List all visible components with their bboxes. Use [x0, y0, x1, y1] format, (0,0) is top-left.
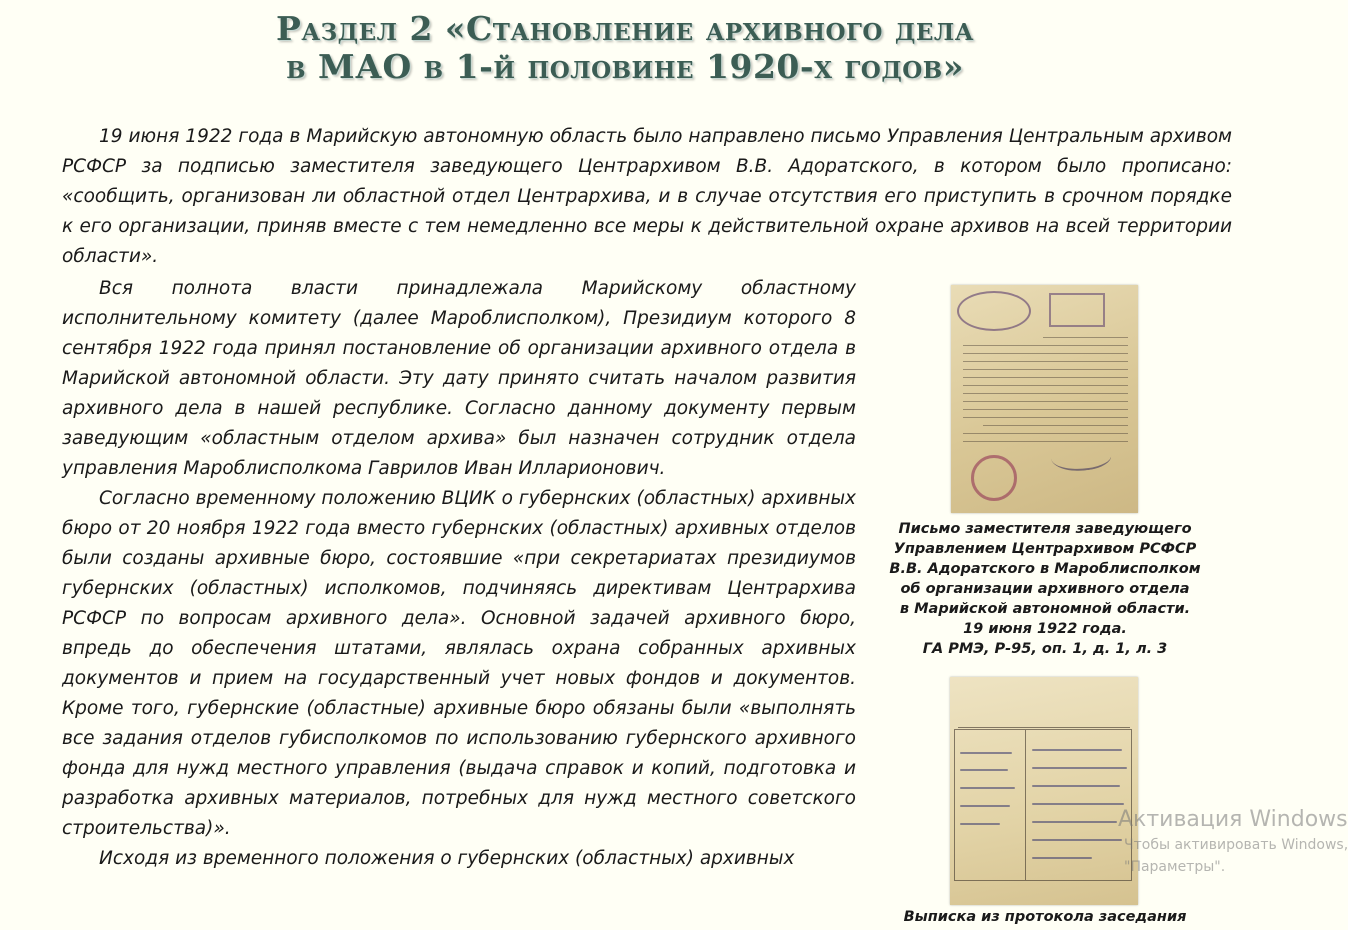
watermark-line: Чтобы активировать Windows, — [1124, 837, 1348, 853]
handwriting-stroke — [1032, 803, 1124, 805]
letter-caption — [880, 519, 1210, 659]
handwriting-stroke — [960, 787, 1015, 789]
caption-line: 19 июня 1922 года. — [963, 621, 1127, 637]
paragraph-archive-bureau: Согласно временному положению ВЦИК о губернских (областных) архивных бюро от 20 ноября 1922 года вместо губернских (областных) архивных отделов были созданы архивные бюро, состоявшие «при секретариатах президиумов губернских (областных) исполкомов, подчиняясь директивам Центрархива РСФСР по вопросам архивного дела». Основной задачей архивного бюро, впредь до обеспечения штатами, являлась охрана собранных архивных документов и прием на государственный учет новых фондов и документов. Кроме того, губернские (областные) архивные бюро обязаны были «выполнять все задания отделов губисполкомов по использованию губернского архивного фонда для нужд местного управления (выдача справок и копий, подготовка и разработка архивных материалов, потребных для нужд местного советского строительства)». — [62, 488, 856, 839]
handwriting-stroke — [1032, 821, 1117, 823]
caption-line: в Марийской автономной области. — [899, 601, 1191, 617]
handwriting-stroke — [1032, 767, 1127, 769]
caption-line: Письмо заместителя заведующего — [898, 521, 1192, 537]
caption-line: В.В. Адоратского в Мароблисполком — [889, 561, 1201, 577]
handwriting-stroke — [960, 823, 1000, 825]
handwriting-stroke — [960, 769, 1008, 771]
letter-text-lines — [963, 337, 1128, 449]
round-seal — [971, 455, 1017, 501]
letter-document-image[interactable] — [951, 285, 1138, 513]
windows-activation-watermark — [1118, 806, 1348, 878]
page-title — [0, 10, 1250, 86]
page-title-line-1: Раздел 2 «Становление архивного дела — [276, 9, 974, 48]
paragraph-provisional-regulation: Исходя из временного положения о губернских (областных) архивных — [99, 848, 795, 869]
protocol-extract-image[interactable] — [950, 677, 1138, 905]
handwriting-stroke — [960, 805, 1010, 807]
page-title-line-2: в МАО в 1-й половине 1920-х годов» — [286, 47, 964, 86]
registration-stamp — [1049, 293, 1105, 327]
protocol-caption: Выписка из протокола заседания — [903, 909, 1187, 925]
paragraph-maroblispolkom: Вся полнота власти принадлежала Марийскому областному исполнительному комитету (далее Мароблисполком), Президиум которого 8 сентября 1922 года принял постановление об организации архивного отдела в Марийской автономной области. Эту дату принято считать началом развития архивного дела в нашей республике. Согласно данному документу первым заведующим «областным отделом архива» был назначен сотрудник отдела управления Мароблисполкома Гаврилов Иван Илларионович. — [62, 278, 856, 479]
handwriting-stroke — [1032, 839, 1122, 841]
caption-line: об организации архивного отдела — [900, 581, 1190, 597]
caption-line: Управлением Центрархивом РСФСР — [893, 541, 1197, 557]
handwriting-stroke — [1032, 749, 1122, 751]
watermark-line: "Параметры". — [1124, 859, 1226, 875]
intro-paragraph: 19 июня 1922 года в Марийскую автономную область было направлено письмо Управления Центральным архивом РСФСР за подписью заместителя заведующего Центрархивом В.В. Адоратского, в котором было прописано: «сообщить, организован ли областной отдел Центрархива, и в случае отсутствия его приступить в срочном порядке к его организации, приняв вместе с тем немедленно все меры к действительной охране архивов на всей территории области». — [62, 126, 1232, 267]
handwriting-stroke — [1032, 785, 1120, 787]
handwriting-stroke — [960, 752, 1012, 754]
watermark-title: Активация Windows — [1118, 807, 1348, 832]
protocol-header — [958, 681, 1130, 728]
handwriting-stroke — [1032, 857, 1092, 859]
caption-line: ГА РМЭ, Р-95, оп. 1, д. 1, л. 3 — [922, 641, 1168, 657]
article-column — [62, 274, 856, 874]
oval-stamp — [957, 291, 1031, 331]
